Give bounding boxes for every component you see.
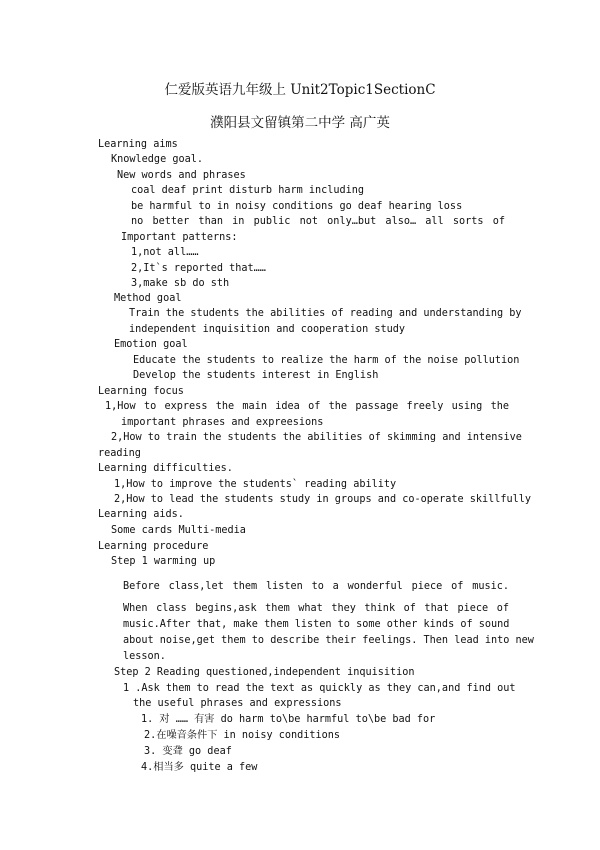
text-line: no better than in public not only…but also… all sorts of	[131, 216, 505, 227]
subheading: Step 1 warming up	[111, 556, 216, 567]
text-line: 3,make sb do sth	[131, 278, 230, 289]
subheading: Method goal	[114, 293, 182, 304]
text-line: reading	[98, 448, 141, 459]
text-line: 2,How to lead the students study in groups and co-operate skillfully	[114, 494, 532, 505]
text-line: be harmful to in noisy conditions go deaf hearing loss	[131, 201, 463, 212]
vocab-item: 4.相当多 quite a few	[141, 762, 258, 773]
document-title: 仁爱版英语九年级上 Unit2Topic1SectionC	[164, 82, 436, 98]
section-heading: Learning focus	[98, 386, 184, 397]
text-line: coal deaf print disturb harm including	[131, 185, 365, 196]
section-heading: Learning aids.	[98, 509, 184, 520]
subheading: Important patterns:	[121, 232, 238, 243]
text-line: 1,How to improve the students` reading ability	[114, 479, 397, 490]
text-line: 1 .Ask them to read the text as quickly as they can,and find out	[123, 683, 516, 694]
text-line: important phrases and expreesions	[121, 417, 324, 428]
vocab-item: 3. 变聋 go deaf	[144, 746, 232, 757]
text-line: 1,How to express the main idea of the passage freely using the	[105, 401, 509, 412]
text-line: Some cards Multi-media	[111, 525, 246, 536]
text-line: music.After that, make them listen to some other kinds of sound	[123, 619, 510, 630]
text-line: 2,How to train the students the abilities of skimming and intensive	[111, 432, 522, 443]
text-line: Educate the students to realize the harm of the noise pollution	[133, 355, 520, 366]
subheading: Knowledge goal.	[111, 154, 204, 165]
section-heading: Learning procedure	[98, 541, 209, 552]
section-heading: Learning difficulties.	[98, 463, 233, 474]
text-line: New words and phrases	[117, 170, 246, 181]
text-line: 1,not all……	[131, 247, 199, 258]
subheading: Step 2 Reading questioned,independent inquisition	[114, 667, 415, 678]
subheading: Emotion goal	[114, 339, 188, 350]
document-subtitle: 濮阳县文留镇第二中学 高广英	[210, 115, 390, 131]
vocab-item: 1. 对 …… 有害 do harm to\be harmful to\be bad for	[141, 714, 436, 725]
section-heading: Learning aims	[98, 139, 178, 150]
text-line: Before class,let them listen to a wonderful piece of music.	[123, 581, 509, 592]
vocab-item: 2.在噪音条件下 in noisy conditions	[144, 730, 341, 741]
text-line: 2,It`s reported that……	[131, 263, 266, 274]
text-line: independent inquisition and cooperation study	[129, 324, 406, 335]
text-line: Train the students the abilities of reading and understanding by	[129, 308, 522, 319]
text-line: Develop the students interest in English	[133, 370, 379, 381]
text-line: lesson.	[123, 651, 166, 662]
text-line: about noise,get them to describe their feelings. Then lead into new	[123, 635, 534, 646]
text-line: When class begins,ask them what they think of that piece of	[123, 603, 509, 614]
text-line: the useful phrases and expressions	[133, 698, 342, 709]
